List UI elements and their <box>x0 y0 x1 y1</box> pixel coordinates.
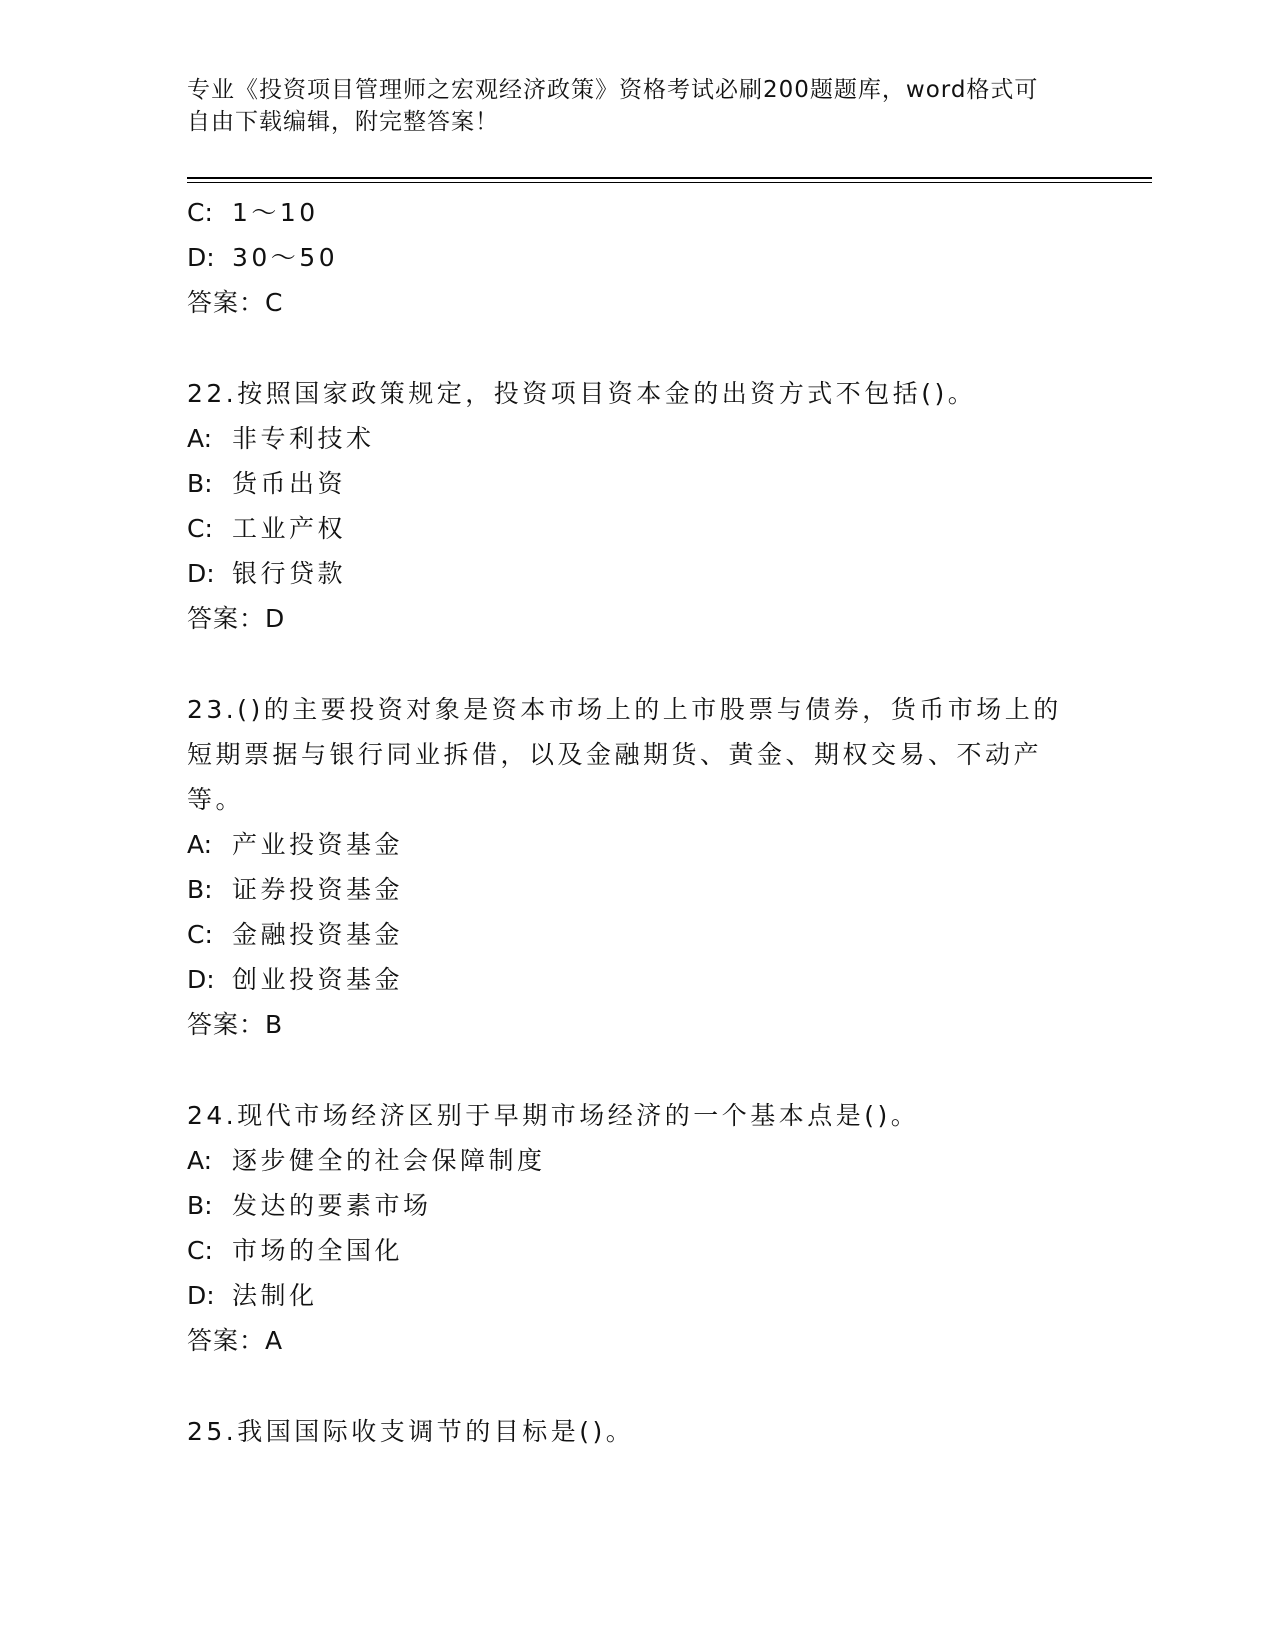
option-text: 银行贷款 <box>232 559 347 588</box>
option-text: 非专利技术 <box>232 424 375 453</box>
q21-option-c <box>187 193 319 229</box>
option-prefix: B: <box>187 875 213 904</box>
option-prefix: B: <box>187 1191 213 1220</box>
option-text: 逐步健全的社会保障制度 <box>232 1146 546 1175</box>
q23-stem-line-1: 23.()的主要投资对象是资本市场上的上市股票与债券，货币市场上的 <box>187 695 1062 724</box>
header-rule-thin <box>187 182 1152 183</box>
q22-answer: 答案：D <box>187 604 286 633</box>
q24-option-a <box>187 1141 546 1177</box>
q22-stem: 22.按照国家政策规定，投资项目资本金的出资方式不包括()。 <box>187 379 977 408</box>
q24-stem: 24.现代市场经济区别于早期市场经济的一个基本点是()。 <box>187 1101 920 1130</box>
option-prefix: A: <box>187 830 213 859</box>
document-header <box>187 74 1087 138</box>
q23-option-d <box>187 960 403 996</box>
option-text: 1～10 <box>232 198 319 227</box>
option-prefix: C: <box>187 198 213 227</box>
option-prefix: C: <box>187 514 213 543</box>
q24-option-d <box>187 1276 318 1312</box>
header-rule-thick <box>187 177 1152 179</box>
option-prefix: B: <box>187 469 213 498</box>
option-text: 30～50 <box>232 243 339 272</box>
q23-answer: 答案：B <box>187 1010 284 1039</box>
q23-option-a <box>187 825 403 861</box>
option-text: 法制化 <box>232 1281 318 1310</box>
option-text: 证券投资基金 <box>232 875 404 904</box>
option-prefix: D: <box>187 243 215 272</box>
q23-stem-line-2: 短期票据与银行同业拆借，以及金融期货、黄金、期权交易、不动产 <box>187 740 1043 769</box>
option-prefix: D: <box>187 965 215 994</box>
q22-option-c <box>187 509 346 545</box>
header-line-1: 专业《投资项目管理师之宏观经济政策》资格考试必刷200题题库，word格式可 <box>187 77 1039 103</box>
option-prefix: D: <box>187 1281 215 1310</box>
option-prefix: D: <box>187 559 215 588</box>
option-prefix: C: <box>187 1236 213 1265</box>
q21-option-d <box>187 238 338 274</box>
option-text: 创业投资基金 <box>232 965 404 994</box>
q22-option-a <box>187 419 375 455</box>
q22-option-d <box>187 554 346 590</box>
header-line-2: 自由下载编辑，附完整答案！ <box>187 109 499 135</box>
q23-option-b <box>187 870 403 906</box>
q22-option-b <box>187 464 346 500</box>
option-text: 发达的要素市场 <box>232 1191 432 1220</box>
q24-option-b <box>187 1186 432 1222</box>
option-prefix: A: <box>187 424 213 453</box>
option-text: 工业产权 <box>232 514 347 543</box>
q25-stem: 25.我国国际收支调节的目标是()。 <box>187 1417 635 1446</box>
option-text: 金融投资基金 <box>232 920 404 949</box>
q24-answer: 答案：A <box>187 1326 284 1355</box>
q21-answer: 答案：C <box>187 288 284 317</box>
q23-option-c <box>187 915 403 951</box>
option-text: 市场的全国化 <box>232 1236 404 1265</box>
option-prefix: C: <box>187 920 213 949</box>
option-text: 货币出资 <box>232 469 347 498</box>
option-text: 产业投资基金 <box>232 830 404 859</box>
q24-option-c <box>187 1231 403 1267</box>
option-prefix: A: <box>187 1146 213 1175</box>
q23-stem-line-3: 等。 <box>187 785 245 814</box>
